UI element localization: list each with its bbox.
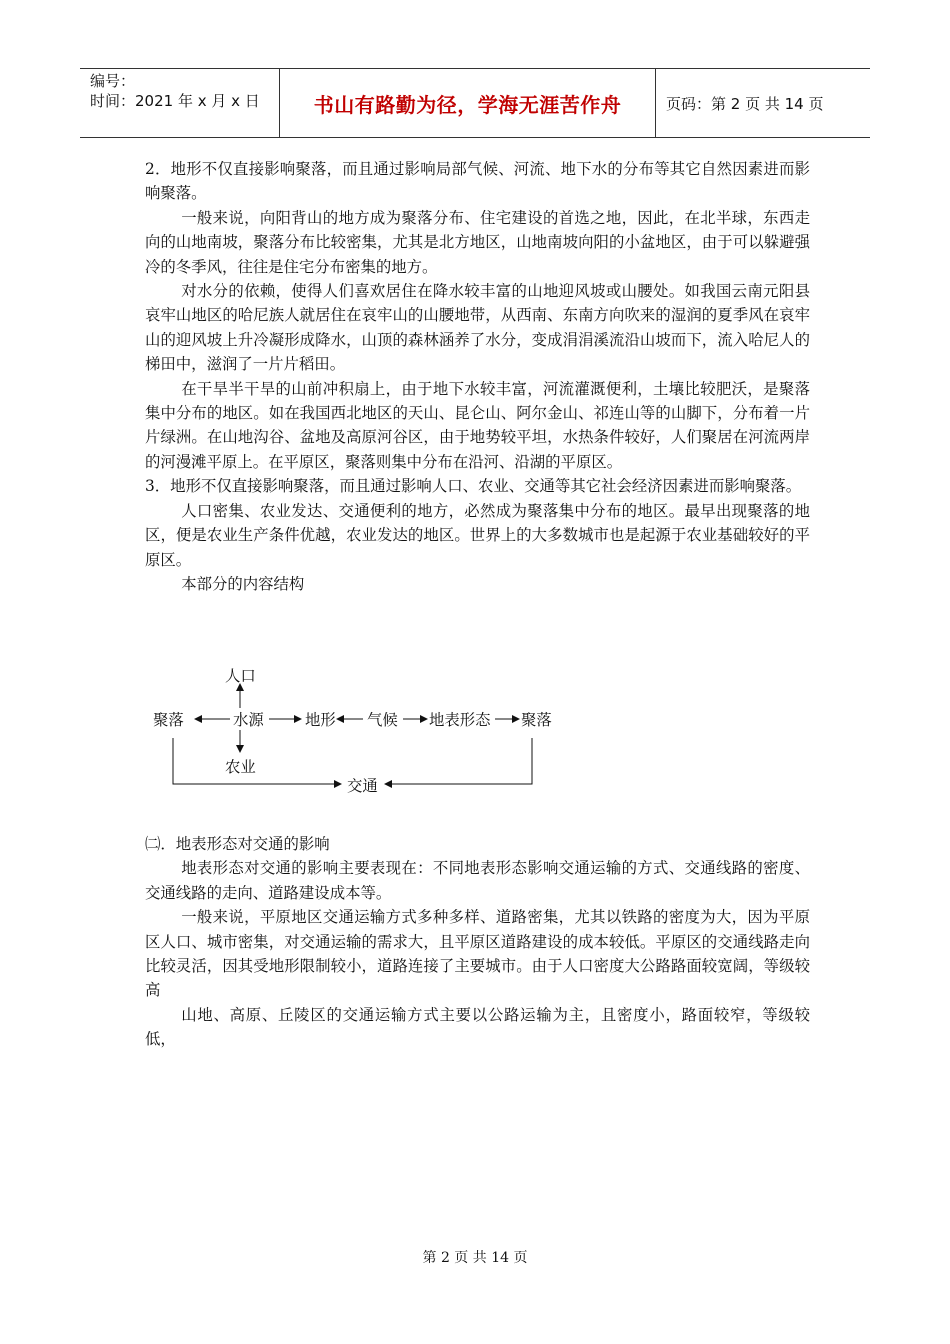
header-left-cell [80,69,280,137]
number-label: 编号： [90,72,136,90]
paragraph-point-2: 2．地形不仅直接影响聚落，而且通过影响局部气候、河流、地下水的分布等其它自然因素进而影响聚落。 [145,160,810,203]
node-landform: 地表形态 [429,711,491,729]
paragraph: 人口密集、农业发达、交通便利的地方，必然成为聚落集中分布的地区。最早出现聚落的地区，便是农业生产条件优越，农业发达的地区。世界上的大多数城市也是起源于农业基础较好的平原区。 [145,501,810,569]
page-info: 页码：第 2 页 共 14 页 [666,94,824,113]
section-heading: ㈡．地表形态对交通的影响 [145,835,330,853]
paragraph: 在干旱半干旱的山前冲积扇上，由于地下水较丰富，河流灌溉便利，土壤比较肥沃，是聚落集中分布的地区。如在我国西北地区的天山、昆仑山、阿尔金山、祁连山等的山脚下，分布着一片片绿洲。在山地沟谷、盆地及高原河谷区，由于地势较平坦，水热条件较好，人们聚居在河流两岸的河漫滩平原上。在平原区，聚落则集中分布在沿河、沿湖的平原区。 [145,379,810,471]
paragraph-point-3: 3．地形不仅直接影响聚落，而且通过影响人口、农业、交通等其它社会经济因素进而影响聚落。 [145,477,802,496]
node-agriculture: 农业 [225,758,256,776]
date-label: 时间：2021 年 x 月 x 日 [90,92,260,110]
page-header [80,68,870,138]
main-text [145,157,810,596]
node-settlement-left: 聚落 [153,711,184,729]
paragraph: 山地、高原、丘陵区的交通运输方式主要以公路运输为主，且密度小，路面较窄，等级较低， [145,1005,810,1049]
node-settlement-right: 聚落 [521,711,552,729]
node-population: 人口 [225,667,256,685]
paragraph: 对水分的依赖，使得人们喜欢居住在降水较丰富的山地迎风坡或山腰处。如我国云南元阳县哀牢山地区的哈尼族人就居住在哀牢山的山腰地带，从西南、东南方向吹来的湿润的夏季风在哀牢山的迎风坡上升冷凝形成降水，山顶的森林涵养了水分，变成涓涓溪流沿山坡而下，流入哈尼人的梯田中，滋润了一片片稻田。 [145,282,810,374]
structure-caption: 本部分的内容结构 [181,574,305,593]
node-water: 水源 [233,711,264,729]
arrow-to-transport-right [385,738,532,784]
node-climate: 气候 [367,711,398,729]
section-transport [145,832,810,1052]
paragraph: 一般来说，向阳背山的地方成为聚落分布、住宅建设的首选之地，因此，在北半球，东西走向的山地南坡，聚落分布比较密集，尤其是北方地区，山地南坡向阳的小盆地区，由于可以躲避强冷的冬季风，往往是住宅分布密集的地方。 [145,208,810,276]
structure-diagram [145,660,565,800]
paragraph: 地表形态对交通的影响主要表现在：不同地表形态影响交通运输的方式、交通线路的密度、交通线路的走向、道路建设成本等。 [145,859,810,902]
paragraph: 一般来说，平原地区交通运输方式多种多样、道路密集，尤其以铁路的密度为大，因为平原区人口、城市密集，对交通运输的需求大，且平原区道路建设的成本较低。平原区的交通线路走向比较灵活，因其受地形限制较小，道路连接了主要城市。由于人口密度大公路路面较宽阔，等级较高 [145,908,810,1000]
node-transport: 交通 [347,777,378,795]
motto: 书山有路勤为径，学海无涯苦作舟 [280,69,656,137]
node-terrain: 地形 [305,711,336,729]
page-footer: 第 2 页 共 14 页 [422,1250,528,1266]
arrow-to-transport-left [173,738,341,784]
